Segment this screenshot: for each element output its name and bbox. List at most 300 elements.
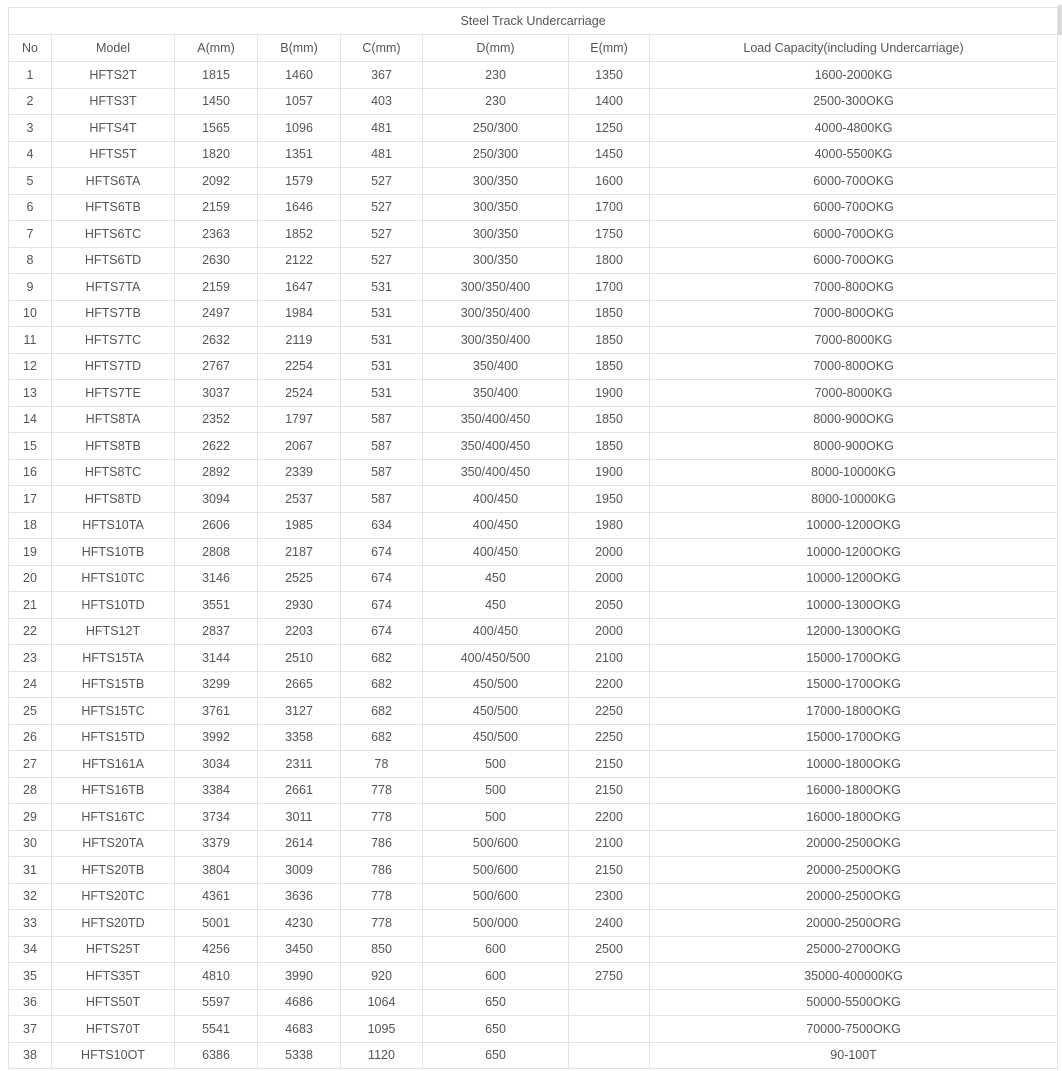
cell-model: HFTS70T [52,1016,175,1043]
cell-a: 2808 [175,539,258,566]
cell-e: 1900 [569,380,650,407]
cell-model: HFTS50T [52,989,175,1016]
cell-a: 2767 [175,353,258,380]
cell-e: 1850 [569,433,650,460]
cell-a: 2630 [175,247,258,274]
cell-a: 6386 [175,1042,258,1069]
cell-d: 650 [423,989,569,1016]
table-row [9,433,1058,460]
cell-a: 4361 [175,883,258,910]
cell-no: 31 [9,857,52,884]
cell-model: HFTS16TC [52,804,175,831]
cell-e: 1400 [569,88,650,115]
table-row [9,777,1058,804]
cell-no: 21 [9,592,52,619]
table-row [9,486,1058,513]
cell-b: 2614 [258,830,341,857]
cell-d: 300/350/400 [423,327,569,354]
cell-load-capacity: 16000-1800OKG [650,777,1058,804]
table-row [9,247,1058,274]
cell-a: 3037 [175,380,258,407]
cell-a: 4810 [175,963,258,990]
cell-model: HFTS7TE [52,380,175,407]
cell-e [569,1016,650,1043]
cell-d: 400/450/500 [423,645,569,672]
cell-load-capacity: 6000-700OKG [650,194,1058,221]
cell-model: HFTS7TB [52,300,175,327]
cell-load-capacity: 50000-5500OKG [650,989,1058,1016]
cell-no: 18 [9,512,52,539]
cell-d: 450/500 [423,724,569,751]
cell-model: HFTS20TC [52,883,175,910]
cell-e: 1850 [569,300,650,327]
cell-model: HFTS4T [52,115,175,142]
cell-no: 34 [9,936,52,963]
cell-no: 27 [9,751,52,778]
table-row [9,353,1058,380]
table-row [9,1016,1058,1043]
cell-e: 2250 [569,724,650,751]
cell-no: 38 [9,1042,52,1069]
cell-no: 20 [9,565,52,592]
cell-a: 3761 [175,698,258,725]
cell-b: 2510 [258,645,341,672]
col-header-a: A(mm) [175,35,258,62]
cell-b: 2665 [258,671,341,698]
cell-e: 1800 [569,247,650,274]
cell-c: 674 [341,539,423,566]
cell-d: 500/600 [423,830,569,857]
cell-d: 600 [423,963,569,990]
cell-no: 26 [9,724,52,751]
cell-d: 350/400/450 [423,406,569,433]
cell-load-capacity: 17000-1800OKG [650,698,1058,725]
cell-no: 13 [9,380,52,407]
cell-d: 300/350 [423,194,569,221]
table-row [9,830,1058,857]
cell-c: 674 [341,592,423,619]
cell-a: 2632 [175,327,258,354]
cell-b: 1852 [258,221,341,248]
table-row [9,963,1058,990]
cell-load-capacity: 25000-2700OKG [650,936,1058,963]
cell-load-capacity: 8000-900OKG [650,406,1058,433]
cell-a: 3804 [175,857,258,884]
cell-load-capacity: 8000-10000KG [650,486,1058,513]
cell-d: 350/400 [423,380,569,407]
cell-no: 23 [9,645,52,672]
cell-e: 1850 [569,327,650,354]
cell-b: 2661 [258,777,341,804]
table-row [9,168,1058,195]
cell-load-capacity: 10000-1300OKG [650,592,1058,619]
cell-b: 5338 [258,1042,341,1069]
table-row [9,380,1058,407]
cell-b: 3358 [258,724,341,751]
cell-no: 6 [9,194,52,221]
cell-d: 400/450 [423,512,569,539]
cell-b: 1057 [258,88,341,115]
cell-c: 527 [341,221,423,248]
col-header-e: E(mm) [569,35,650,62]
cell-e: 2100 [569,645,650,672]
cell-b: 2311 [258,751,341,778]
cell-e: 2100 [569,830,650,857]
cell-load-capacity: 7000-800OKG [650,274,1058,301]
cell-c: 920 [341,963,423,990]
cell-a: 5541 [175,1016,258,1043]
cell-no: 10 [9,300,52,327]
cell-c: 778 [341,804,423,831]
cell-load-capacity: 70000-7500OKG [650,1016,1058,1043]
cell-e: 2200 [569,804,650,831]
table-row [9,300,1058,327]
table-row [9,141,1058,168]
cell-b: 2067 [258,433,341,460]
cell-no: 5 [9,168,52,195]
cell-e [569,989,650,1016]
cell-e: 2250 [569,698,650,725]
table-row [9,62,1058,89]
cell-c: 682 [341,671,423,698]
cell-d: 650 [423,1042,569,1069]
cell-b: 1096 [258,115,341,142]
cell-no: 28 [9,777,52,804]
cell-b: 4683 [258,1016,341,1043]
cell-b: 1579 [258,168,341,195]
cell-model: HFTS7TC [52,327,175,354]
cell-d: 650 [423,1016,569,1043]
cell-d: 250/300 [423,141,569,168]
cell-model: HFTS6TA [52,168,175,195]
table-row [9,883,1058,910]
table-row [9,565,1058,592]
cell-model: HFTS12T [52,618,175,645]
cell-b: 4230 [258,910,341,937]
cell-e: 1250 [569,115,650,142]
cell-d: 230 [423,88,569,115]
cell-d: 300/350 [423,168,569,195]
cell-c: 778 [341,910,423,937]
table-row [9,804,1058,831]
cell-c: 481 [341,141,423,168]
cell-b: 2930 [258,592,341,619]
cell-model: HFTS7TA [52,274,175,301]
cell-d: 300/350 [423,221,569,248]
cell-load-capacity: 12000-1300OKG [650,618,1058,645]
cell-model: HFTS10TC [52,565,175,592]
cell-b: 1460 [258,62,341,89]
table-row [9,671,1058,698]
cell-d: 250/300 [423,115,569,142]
scrollbar-thumb[interactable] [1058,5,1062,35]
table-row [9,618,1058,645]
cell-model: HFTS16TB [52,777,175,804]
cell-load-capacity: 6000-700OKG [650,168,1058,195]
cell-model: HFTS8TA [52,406,175,433]
cell-a: 1815 [175,62,258,89]
cell-d: 350/400/450 [423,433,569,460]
cell-e: 2200 [569,671,650,698]
cell-model: HFTS15TA [52,645,175,672]
cell-no: 14 [9,406,52,433]
cell-model: HFTS5T [52,141,175,168]
cell-a: 3992 [175,724,258,751]
cell-a: 2622 [175,433,258,460]
table-row [9,857,1058,884]
cell-c: 778 [341,883,423,910]
cell-e: 2150 [569,751,650,778]
cell-a: 2352 [175,406,258,433]
col-header-d: D(mm) [423,35,569,62]
cell-d: 500 [423,777,569,804]
cell-d: 450/500 [423,698,569,725]
cell-d: 600 [423,936,569,963]
cell-no: 19 [9,539,52,566]
cell-a: 2606 [175,512,258,539]
cell-b: 2537 [258,486,341,513]
cell-a: 2363 [175,221,258,248]
cell-load-capacity: 20000-2500OKG [650,830,1058,857]
table-row [9,221,1058,248]
cell-load-capacity: 20000-2500ORG [650,910,1058,937]
cell-no: 17 [9,486,52,513]
cell-no: 8 [9,247,52,274]
cell-c: 587 [341,459,423,486]
cell-c: 786 [341,857,423,884]
cell-a: 1820 [175,141,258,168]
cell-c: 531 [341,380,423,407]
cell-b: 1351 [258,141,341,168]
table-row [9,459,1058,486]
cell-load-capacity: 7000-8000KG [650,380,1058,407]
cell-no: 36 [9,989,52,1016]
cell-no: 22 [9,618,52,645]
table-row [9,512,1058,539]
table-row [9,327,1058,354]
cell-c: 1095 [341,1016,423,1043]
cell-e: 1900 [569,459,650,486]
cell-load-capacity: 90-100T [650,1042,1058,1069]
cell-b: 1985 [258,512,341,539]
cell-model: HFTS20TA [52,830,175,857]
table-body [9,62,1058,1069]
cell-no: 25 [9,698,52,725]
table-row [9,698,1058,725]
cell-load-capacity: 6000-700OKG [650,221,1058,248]
cell-c: 531 [341,274,423,301]
table-row [9,989,1058,1016]
cell-model: HFTS2T [52,62,175,89]
cell-load-capacity: 4000-4800KG [650,115,1058,142]
cell-model: HFTS20TB [52,857,175,884]
cell-b: 3636 [258,883,341,910]
header-row [9,35,1058,62]
cell-c: 481 [341,115,423,142]
cell-model: HFTS15TD [52,724,175,751]
cell-e: 2400 [569,910,650,937]
cell-e: 1600 [569,168,650,195]
cell-d: 500/000 [423,910,569,937]
cell-d: 230 [423,62,569,89]
cell-model: HFTS10TB [52,539,175,566]
cell-no: 11 [9,327,52,354]
cell-d: 450/500 [423,671,569,698]
cell-b: 2525 [258,565,341,592]
table-row [9,274,1058,301]
cell-a: 1450 [175,88,258,115]
cell-model: HFTS20TD [52,910,175,937]
cell-load-capacity: 7000-8000KG [650,327,1058,354]
cell-c: 531 [341,327,423,354]
cell-b: 4686 [258,989,341,1016]
cell-b: 1797 [258,406,341,433]
cell-load-capacity: 15000-1700OKG [650,645,1058,672]
table-row [9,936,1058,963]
cell-e: 1350 [569,62,650,89]
cell-load-capacity: 4000-5500KG [650,141,1058,168]
cell-no: 32 [9,883,52,910]
cell-a: 3551 [175,592,258,619]
cell-b: 3990 [258,963,341,990]
cell-model: HFTS35T [52,963,175,990]
cell-a: 4256 [175,936,258,963]
cell-e: 2500 [569,936,650,963]
cell-d: 500/600 [423,857,569,884]
col-header-c: C(mm) [341,35,423,62]
cell-model: HFTS161A [52,751,175,778]
cell-b: 2524 [258,380,341,407]
cell-b: 2339 [258,459,341,486]
cell-no: 29 [9,804,52,831]
cell-no: 24 [9,671,52,698]
cell-c: 682 [341,698,423,725]
cell-e: 1450 [569,141,650,168]
table-row [9,115,1058,142]
cell-load-capacity: 2500-300OKG [650,88,1058,115]
table-row [9,645,1058,672]
cell-d: 450 [423,592,569,619]
cell-d: 400/450 [423,486,569,513]
col-header-model: Model [52,35,175,62]
cell-e: 1700 [569,194,650,221]
cell-a: 3734 [175,804,258,831]
cell-b: 3009 [258,857,341,884]
cell-load-capacity: 15000-1700OKG [650,724,1058,751]
cell-c: 634 [341,512,423,539]
col-header-load-capacity: Load Capacity(including Undercarriage) [650,35,1058,62]
cell-a: 3379 [175,830,258,857]
cell-no: 3 [9,115,52,142]
cell-load-capacity: 10000-1200OKG [650,565,1058,592]
cell-no: 7 [9,221,52,248]
cell-c: 587 [341,486,423,513]
cell-c: 682 [341,724,423,751]
cell-model: HFTS8TC [52,459,175,486]
cell-d: 350/400/450 [423,459,569,486]
cell-no: 16 [9,459,52,486]
table-row [9,724,1058,751]
cell-e: 2150 [569,777,650,804]
col-header-b: B(mm) [258,35,341,62]
cell-d: 500/600 [423,883,569,910]
cell-a: 1565 [175,115,258,142]
cell-e: 2750 [569,963,650,990]
cell-load-capacity: 10000-1800OKG [650,751,1058,778]
table-row [9,194,1058,221]
cell-a: 3094 [175,486,258,513]
cell-e: 2000 [569,618,650,645]
table-row [9,539,1058,566]
cell-a: 5597 [175,989,258,1016]
table-row [9,88,1058,115]
cell-b: 3127 [258,698,341,725]
cell-a: 2092 [175,168,258,195]
cell-c: 587 [341,406,423,433]
cell-e: 1850 [569,353,650,380]
cell-d: 450 [423,565,569,592]
cell-model: HFTS10OT [52,1042,175,1069]
cell-no: 30 [9,830,52,857]
cell-load-capacity: 6000-700OKG [650,247,1058,274]
cell-d: 500 [423,751,569,778]
cell-model: HFTS8TD [52,486,175,513]
cell-a: 5001 [175,910,258,937]
cell-a: 3299 [175,671,258,698]
cell-a: 2159 [175,194,258,221]
cell-d: 300/350 [423,247,569,274]
cell-c: 527 [341,194,423,221]
cell-e: 1950 [569,486,650,513]
cell-c: 778 [341,777,423,804]
table-row [9,1042,1058,1069]
cell-d: 400/450 [423,618,569,645]
cell-load-capacity: 7000-800OKG [650,300,1058,327]
cell-no: 12 [9,353,52,380]
cell-b: 2203 [258,618,341,645]
cell-e: 2050 [569,592,650,619]
cell-load-capacity: 10000-1200OKG [650,512,1058,539]
cell-a: 3146 [175,565,258,592]
cell-b: 3450 [258,936,341,963]
cell-a: 3384 [175,777,258,804]
cell-no: 2 [9,88,52,115]
cell-no: 33 [9,910,52,937]
cell-d: 300/350/400 [423,274,569,301]
cell-a: 2159 [175,274,258,301]
cell-e: 1850 [569,406,650,433]
cell-a: 2837 [175,618,258,645]
cell-c: 78 [341,751,423,778]
table-row [9,910,1058,937]
cell-model: HFTS8TB [52,433,175,460]
cell-c: 786 [341,830,423,857]
cell-e: 2000 [569,565,650,592]
cell-c: 531 [341,353,423,380]
cell-model: HFTS25T [52,936,175,963]
cell-e: 1750 [569,221,650,248]
table-row [9,592,1058,619]
cell-load-capacity: 10000-1200OKG [650,539,1058,566]
cell-d: 350/400 [423,353,569,380]
cell-e: 2150 [569,857,650,884]
cell-c: 674 [341,565,423,592]
cell-c: 682 [341,645,423,672]
cell-e: 2300 [569,883,650,910]
table-row [9,751,1058,778]
cell-a: 3034 [175,751,258,778]
cell-c: 674 [341,618,423,645]
